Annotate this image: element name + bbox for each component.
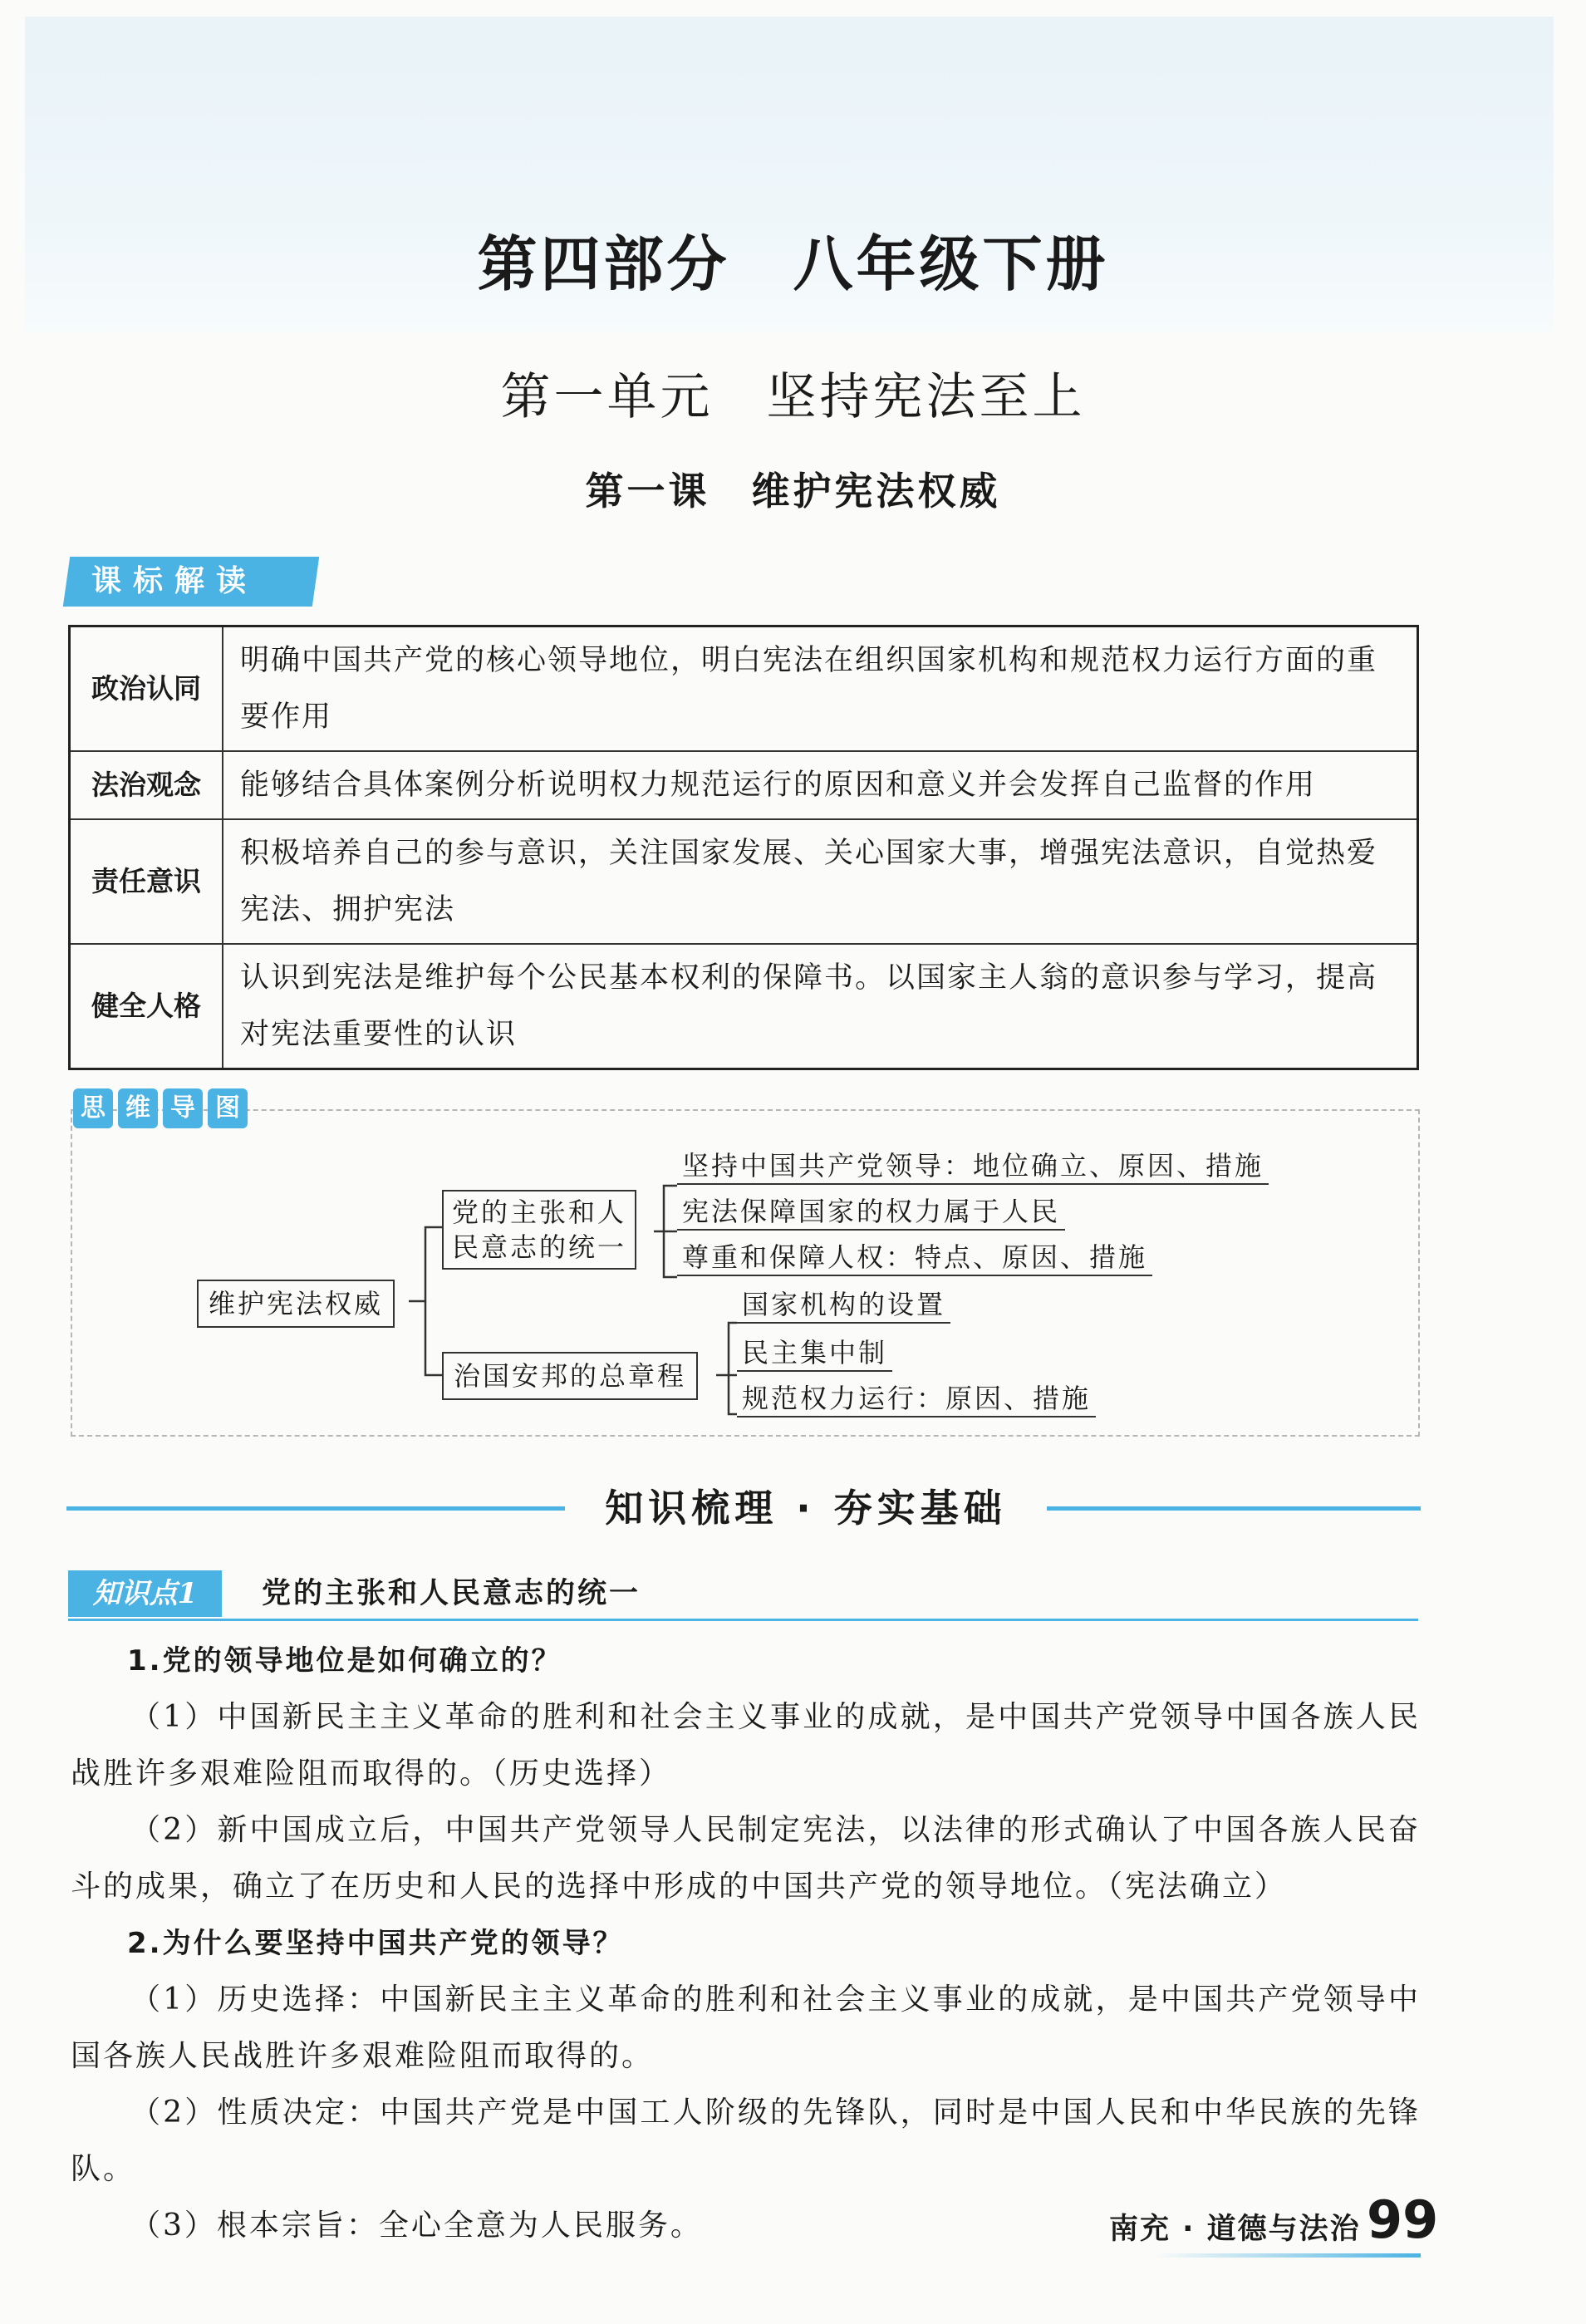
section-line-left (66, 1506, 565, 1511)
paragraph: （2）性质决定：中国共产党是中国工人阶级的先锋队，同时是中国人民和中华民族的先锋队。 (71, 2096, 1421, 2186)
table-row (70, 751, 1418, 819)
branch1-line2: 民意志的统一 (452, 1231, 627, 1263)
branch1-line1: 党的主张和人 (452, 1196, 627, 1228)
question: 1.党的领导地位是如何确立的？ (127, 1644, 562, 1678)
connector-leaves1-bottom (664, 1231, 677, 1277)
row-desc: 明确中国共产党的核心领导地位，明白宪法在组织国家机构和规范权力运行方面的重要作用 (223, 626, 1418, 752)
question: 2.为什么要坚持中国共产党的领导？ (127, 1927, 624, 1960)
paragraph: （1）历史选择：中国新民主主义革命的胜利和社会主义事业的成就，是中国共产党领导中国各族人民战胜许多艰难险阻而取得的。 (71, 1983, 1421, 2073)
section-title: 知识梳理 · 夯实基础 (605, 1486, 1007, 1530)
row-desc: 认识到宪法是维护每个公民基本权利的保障书。以国家主人翁的意识参与学习，提高对宪法重要性的认识 (223, 944, 1418, 1069)
knowledge-point-underline (68, 1619, 1418, 1621)
knowledge-point-title: 党的主张和人民意志的统一 (262, 1577, 641, 1610)
connector-leaves2-top (716, 1323, 737, 1375)
mindmap-root: 维护宪法权威 (197, 1280, 395, 1328)
table-row (70, 626, 1418, 752)
table-row (70, 819, 1418, 944)
mindmap-leaf: 规范权力运行：原因、措施 (737, 1381, 1096, 1417)
mindmap-leaf: 国家机构的设置 (737, 1287, 950, 1324)
curriculum-table (68, 625, 1419, 1070)
mindmap-leaf: 尊重和保障人权：特点、原因、措施 (677, 1240, 1152, 1276)
connector-branch1 (409, 1227, 442, 1301)
paragraph: （2）新中国成立后，中国共产党领导人民制定宪法，以法律的形式确认了中国各族人民奋斗的成果，确立了在历史和人民的选择中形成的中国共产党的领导地位。（宪法确立） (71, 1813, 1421, 1904)
section-line-right (1047, 1506, 1421, 1511)
section-banner (66, 1479, 1421, 1537)
connector-leaves2-bottom (729, 1375, 737, 1414)
footer-subject: 南充 · 道德与法治 (1109, 2213, 1361, 2246)
unit-title: 第一单元 坚持宪法至上 (500, 368, 1086, 426)
row-label: 政治认同 (70, 626, 223, 752)
footer-line (1155, 2253, 1421, 2258)
paragraph: （1）中国新民主主义革命的胜利和社会主义事业的成就，是中国共产党领导中国各族人民战胜许多艰难险阻而取得的。（历史选择） (71, 1700, 1421, 1791)
mindmap-tag-char: 图 (208, 1088, 248, 1128)
mindmap-container (71, 1109, 1420, 1437)
mindmap-leaf: 民主集中制 (737, 1335, 892, 1372)
lesson-title: 第一课 维护宪法权威 (585, 469, 1001, 513)
page-number: 99 (1367, 2189, 1439, 2250)
row-label: 法治观念 (70, 751, 223, 819)
table-row (70, 944, 1418, 1069)
row-desc: 积极培养自己的参与意识，关注国家发展、关心国家大事，增强宪法意识，自觉热爱宪法、拥护宪法 (223, 819, 1418, 944)
curriculum-tag (63, 557, 319, 607)
mindmap-leaf: 坚持中国共产党领导：地位确立、原因、措施 (677, 1148, 1269, 1185)
paragraph: （3）根本宗旨：全心全意为人民服务。 (130, 2209, 703, 2243)
connector-leaves1-top (654, 1186, 677, 1231)
row-label: 健全人格 (70, 944, 223, 1069)
row-label: 责任意识 (70, 819, 223, 944)
mindmap-leaf: 宪法保障国家的权力属于人民 (677, 1194, 1065, 1231)
knowledge-point-tag: 知识点1 (68, 1570, 222, 1617)
row-desc: 能够结合具体案例分析说明权力规范运行的原因和意义并会发挥自己监督的作用 (223, 751, 1418, 819)
knowledge-body (71, 1633, 1421, 2254)
connector-branch2 (425, 1301, 442, 1375)
mindmap-tag-char: 思 (73, 1088, 113, 1128)
mindmap-tag (73, 1088, 248, 1128)
mindmap-tag-char: 导 (163, 1088, 203, 1128)
mindmap-branch1 (442, 1190, 636, 1270)
part-title: 第四部分 八年级下册 (477, 228, 1109, 299)
mindmap-tag-char: 维 (118, 1088, 158, 1128)
mindmap-branch2: 治国安邦的总章程 (442, 1352, 698, 1400)
curriculum-tag-label: 课标解读 (91, 564, 258, 598)
